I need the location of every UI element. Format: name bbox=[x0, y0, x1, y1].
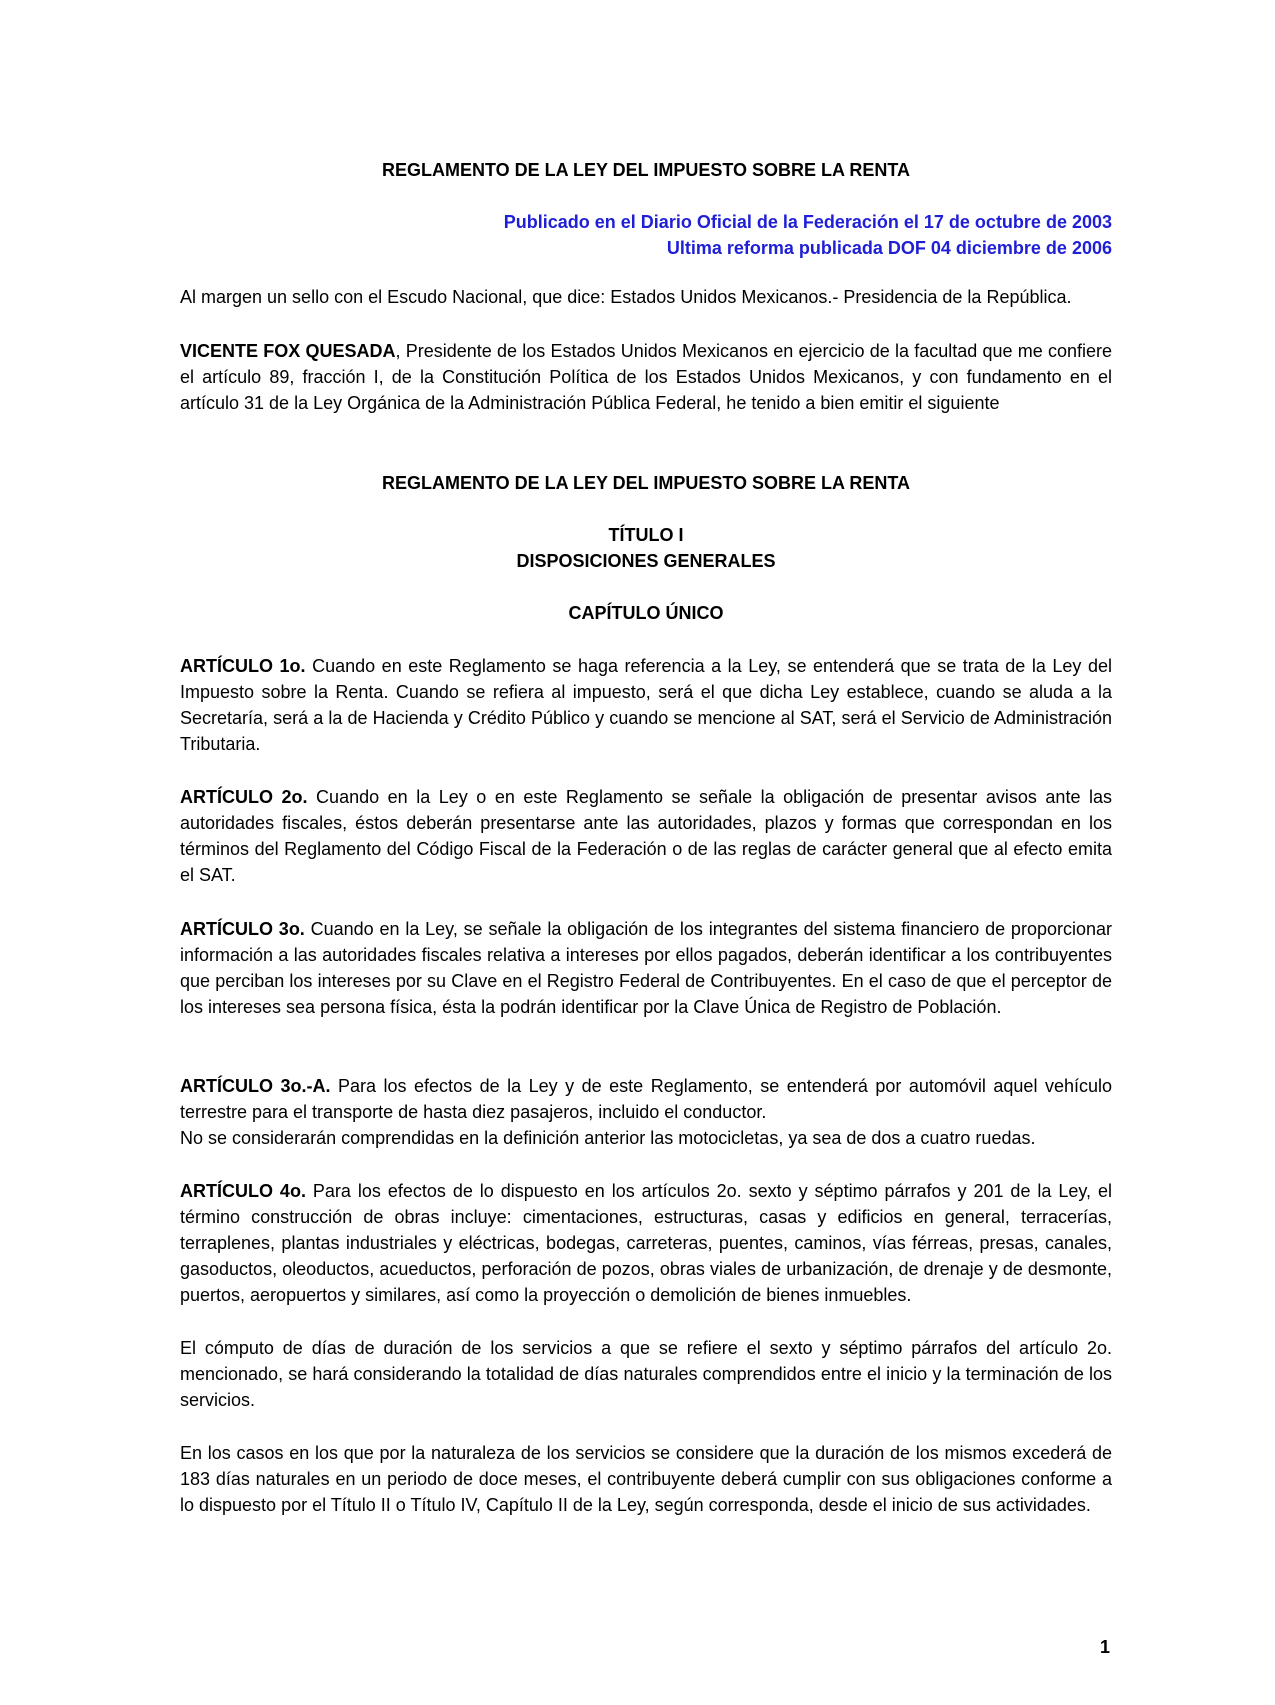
article-label: ARTÍCULO 3o.-A. bbox=[180, 1076, 331, 1096]
president-name: VICENTE FOX QUESADA bbox=[180, 341, 396, 361]
titulo-heading: TÍTULO I bbox=[608, 525, 684, 545]
article-3 bbox=[180, 916, 1112, 1020]
article-label: ARTÍCULO 3o. bbox=[180, 919, 305, 939]
article-4 bbox=[180, 1178, 1112, 1308]
article-label: ARTÍCULO 2o. bbox=[180, 787, 308, 807]
capitulo-heading: CAPÍTULO ÚNICO bbox=[568, 603, 724, 623]
page-number: 1 bbox=[1100, 1637, 1111, 1657]
article-label: ARTÍCULO 4o. bbox=[180, 1181, 306, 1201]
article-2 bbox=[180, 784, 1112, 888]
titulo-name: DISPOSICIONES GENERALES bbox=[516, 551, 776, 571]
article-4-paragraph-2: El cómputo de días de duración de los servicios a que se refiere el sexto y séptimo párrafos del artículo 2o. mencionado, se hará considerando la totalidad de días naturales comprendidos entre el inicio y la terminación de los servicios. bbox=[180, 1338, 1112, 1410]
seal-note: Al margen un sello con el Escudo Nacional, que dice: Estados Unidos Mexicanos.- Presidencia de la República. bbox=[180, 287, 1072, 307]
article-text-continued: No se considerarán comprendidas en la definición anterior las motocicletas, ya sea de dos a cuatro ruedas. bbox=[180, 1128, 1036, 1148]
document-page bbox=[180, 0, 1112, 1705]
article-3a bbox=[180, 1073, 1112, 1151]
article-text: Cuando en la Ley, se señale la obligación de los integrantes del sistema financiero de proporcionar información a las autoridades fiscales relativa a intereses por ellos pagados, deberán identificar a los contribuyentes que perciban los intereses por su Clave en el Registro Federal de Contribuyentes. En el caso de que el perceptor de los intereses sea persona física, ésta la podrán identificar por la Clave Única de Registro de Población. bbox=[180, 919, 1112, 1017]
article-text: Cuando en la Ley o en este Reglamento se señale la obligación de presentar avisos ante las autoridades fiscales, éstos deberán presentarse ante las autoridades, plazos y formas que correspondan en los términos del Reglamento del Código Fiscal de la Federación o de las reglas de carácter general que al efecto emita el SAT. bbox=[180, 787, 1112, 885]
publication-date: Publicado en el Diario Oficial de la Federación el 17 de octubre de 2003 bbox=[503, 212, 1112, 232]
document-title-repeat: REGLAMENTO DE LA LEY DEL IMPUESTO SOBRE LA RENTA bbox=[381, 473, 911, 493]
article-text: Para los efectos de la Ley y de este Reglamento, se entenderá por automóvil aquel vehículo terrestre para el transporte de hasta diez pasajeros, incluido el conductor. bbox=[180, 1076, 1112, 1122]
article-text: Para los efectos de lo dispuesto en los artículos 2o. sexto y séptimo párrafos y 201 de la Ley, el término construcción de obras incluye: cimentaciones, estructuras, casas y edificios en general, terracerías, terraplenes, plantas industriales y eléctricas, bodegas, carreteras, puentes, caminos, vías férreas, presas, canales, gasoductos, oleoductos, acueductos, perforación de pozos, obras viales de urbanización, de drenaje y de desmonte, puertos, aeropuertos y similares, así como la proyección o demolición de bienes inmuebles. bbox=[180, 1181, 1113, 1305]
article-1 bbox=[180, 653, 1112, 757]
article-label: ARTÍCULO 1o. bbox=[180, 656, 306, 676]
preamble-text: , Presidente de los Estados Unidos Mexicanos en ejercicio de la facultad que me confiere el artículo 89, fracción I, de la Constitución Política de los Estados Unidos Mexicanos, y con fundamento en el artículo 31 de la Ley Orgánica de la Administración Pública Federal, he tenido a bien emitir el siguiente bbox=[180, 341, 1113, 413]
document-title: REGLAMENTO DE LA LEY DEL IMPUESTO SOBRE LA RENTA bbox=[381, 160, 911, 180]
article-text: Cuando en este Reglamento se haga referencia a la Ley, se entenderá que se trata de la Ley del Impuesto sobre la Renta. Cuando se refiera al impuesto, será el que dicha Ley establece, cuando se aluda a la Secretaría, será a la de Hacienda y Crédito Público y cuando se mencione al SAT, será el Servicio de Administración Tributaria. bbox=[180, 656, 1112, 754]
article-4-paragraph-3: En los casos en los que por la naturaleza de los servicios se considere que la duración de los mismos excederá de 183 días naturales en un periodo de doce meses, el contribuyente deberá cumplir con sus obligaciones conforme a lo dispuesto por el Título II o Título IV, Capítulo II de la Ley, según corresponda, desde el inicio de sus actividades. bbox=[180, 1443, 1112, 1515]
last-reform-date: Ultima reforma publicada DOF 04 diciembre de 2006 bbox=[666, 238, 1112, 258]
publication-info bbox=[504, 209, 1112, 261]
preamble bbox=[180, 338, 1112, 416]
